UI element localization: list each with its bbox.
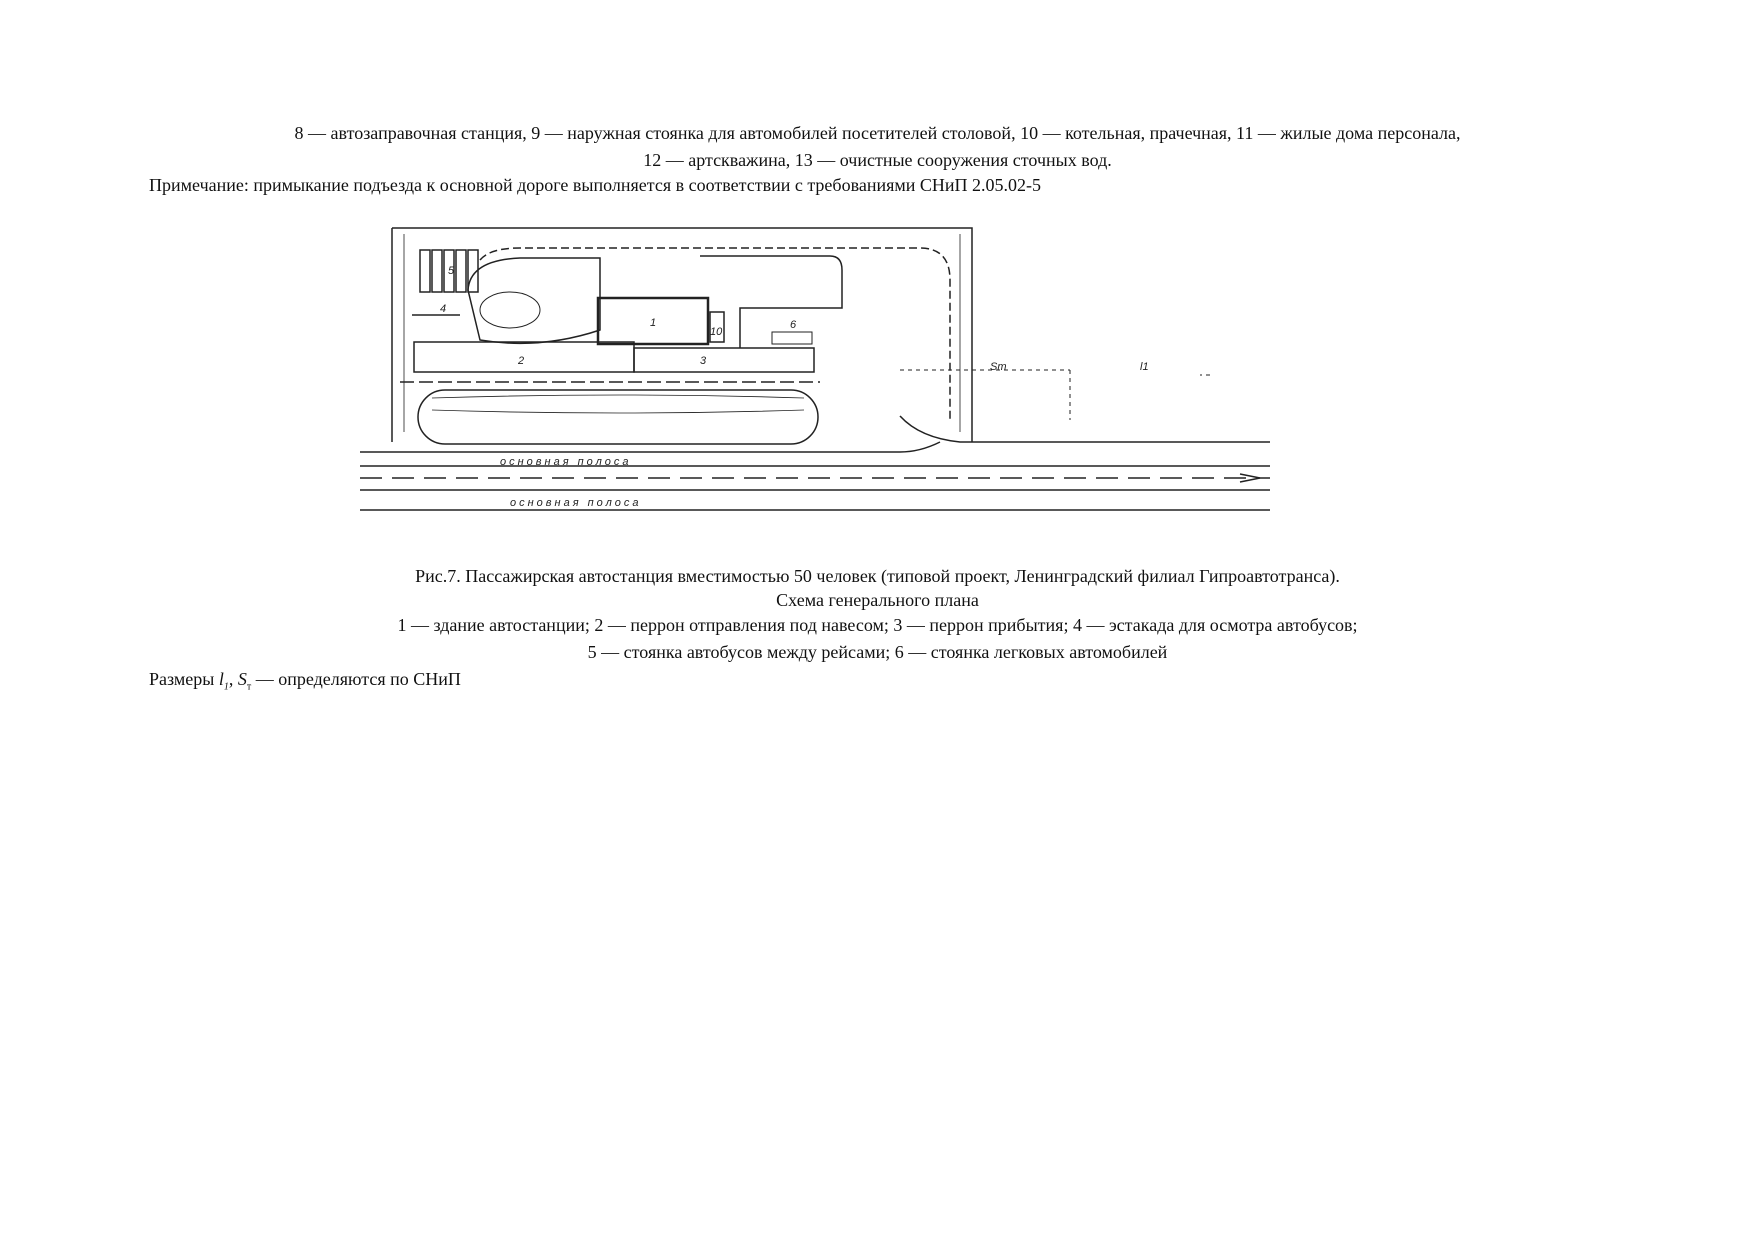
car-parking <box>772 332 812 344</box>
label-3: 3 <box>700 355 707 367</box>
approach-road <box>900 416 1270 442</box>
lane-label-upper: основная полоса <box>500 456 632 468</box>
dim-l: l <box>218 669 224 689</box>
site-plan-diagram <box>360 220 1440 540</box>
figure-caption-subtitle: Схема генерального плана <box>776 590 979 610</box>
label-2: 2 <box>518 355 525 367</box>
pond <box>480 292 540 328</box>
dimension-lines <box>900 370 1210 420</box>
legend-top-line-2: 12 — артскважина, 13 — очистные сооружения сточных вод. <box>643 150 1112 170</box>
lane-label-lower: основная полоса <box>510 497 642 509</box>
loop-island <box>418 390 818 444</box>
dim-suffix: — определяются по СНиП <box>251 669 461 689</box>
label-5: 5 <box>448 265 455 277</box>
green-area <box>468 258 600 343</box>
island-planting <box>432 395 804 413</box>
legend-top-line-1: 8 — автозаправочная станция, 9 — наружная стоянка для автомобилей посетителей столовой, 10 — котельная, прачечная, 11 — жилые дома персонала, <box>294 123 1461 143</box>
figure-legend-line-1: 1 — здание автостанции; 2 — перрон отправления под навесом; 3 — перрон прибытия; 4 — эстакада для осмотра автобусов; <box>397 615 1358 635</box>
label-l1: l1 <box>1140 361 1149 373</box>
main-road-edges <box>360 442 1270 510</box>
note: Примечание: примыкание подъезда к основной дороге выполняется в соответствии с требованиями СНиП 2.05.02-5 <box>149 175 1042 195</box>
dim-s: S <box>237 669 247 689</box>
dim-prefix: Размеры <box>149 669 219 689</box>
label-4: 4 <box>440 303 447 315</box>
dimensions-note <box>149 668 461 699</box>
label-6: 6 <box>790 319 797 331</box>
arrival-platform <box>634 348 814 372</box>
dim-sep: , <box>228 669 238 689</box>
dim-l-sub: 1 <box>223 681 229 693</box>
dim-s-sub: т <box>246 681 252 693</box>
figure-caption-title: Рис.7. Пассажирская автостанция вместимостью 50 человек (типовой проект, Ленинградский филиал Гипроавтотранса). <box>415 566 1340 586</box>
label-10: 10 <box>710 326 723 338</box>
label-st: Sт <box>990 361 1007 373</box>
label-1: 1 <box>650 317 657 329</box>
figure-legend-line-2: 5 — стоянка автобусов между рейсами; 6 — стоянка легковых автомобилей <box>587 642 1168 662</box>
